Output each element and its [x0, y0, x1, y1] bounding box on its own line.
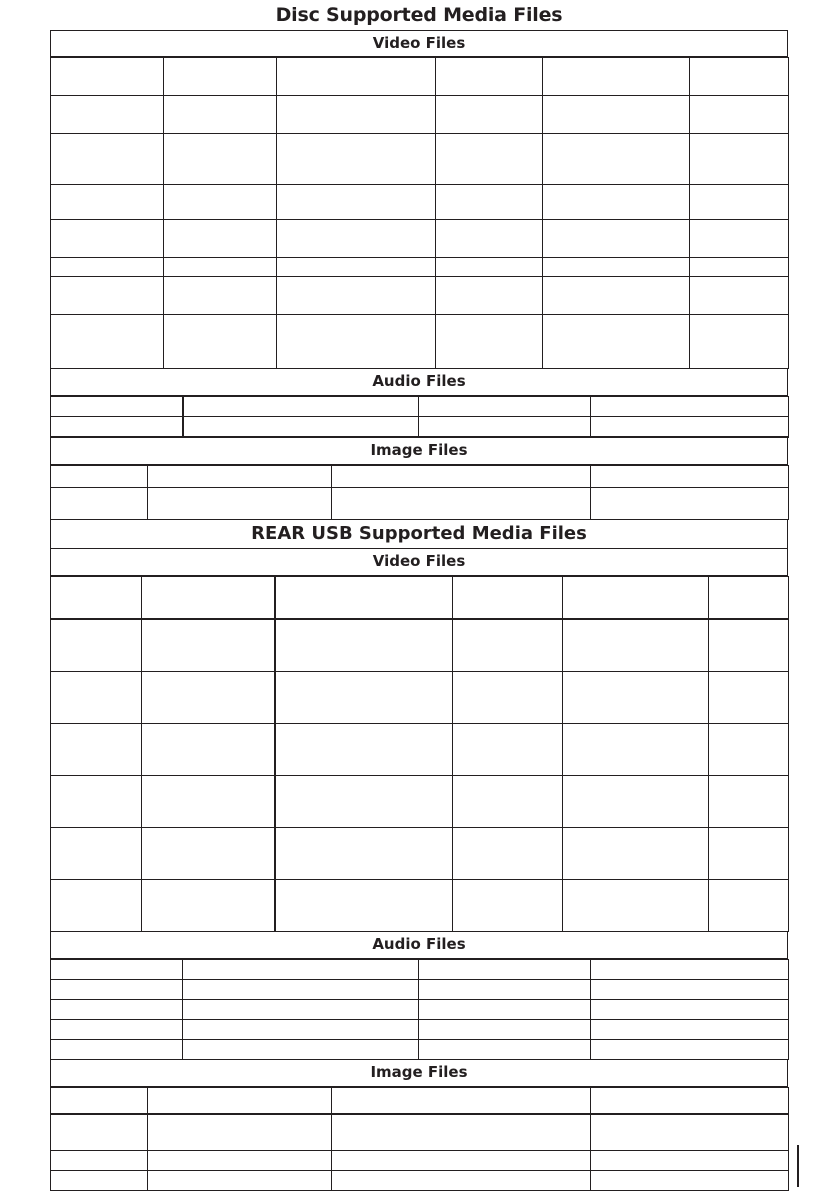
table-row: [51, 1087, 789, 1114]
table-row: [51, 619, 789, 671]
disc-video-table: [50, 57, 789, 369]
table-row: [51, 58, 789, 96]
table-row: [51, 96, 789, 134]
disc-audio-table: [50, 396, 789, 438]
usb-video-heading: Video Files: [50, 549, 788, 576]
table-row: [51, 220, 789, 258]
table-row: [51, 315, 789, 369]
disc-image-heading: Image Files: [50, 438, 788, 465]
table-row: [51, 185, 789, 220]
page-title: Disc Supported Media Files: [275, 4, 563, 26]
table-row: [51, 576, 789, 619]
table-row: [51, 723, 789, 775]
table-row: [51, 258, 789, 277]
table-row: [51, 959, 789, 979]
table-row: [51, 1019, 789, 1039]
table-row: [51, 465, 789, 487]
table-row: [51, 397, 789, 417]
disc-audio-heading: Audio Files: [50, 369, 788, 396]
usb-image-heading: Image Files: [50, 1060, 788, 1087]
table-row: [51, 979, 789, 999]
table-row: [51, 775, 789, 827]
usb-audio-table: [50, 959, 789, 1060]
table-row: [51, 134, 789, 185]
table-row: [51, 1150, 789, 1170]
table-row: [51, 671, 789, 723]
table-row: [51, 417, 789, 437]
table-row: [51, 827, 789, 879]
table-row: [51, 277, 789, 315]
usb-video-table: [50, 576, 789, 932]
table-row: [51, 1170, 789, 1190]
usb-audio-heading: Audio Files: [50, 932, 788, 959]
disc-video-heading: Video Files: [50, 30, 788, 57]
table-row: [51, 999, 789, 1019]
rear-usb-section-title: REAR USB Supported Media Files: [50, 520, 788, 549]
disc-image-table: [50, 465, 789, 520]
table-row: [51, 879, 789, 931]
usb-image-table: [50, 1087, 789, 1191]
table-row: [51, 1039, 789, 1059]
page-edge-mark: [797, 1145, 799, 1187]
media-files-grid: [50, 30, 788, 1191]
table-row: [51, 1114, 789, 1150]
table-row: [51, 487, 789, 519]
